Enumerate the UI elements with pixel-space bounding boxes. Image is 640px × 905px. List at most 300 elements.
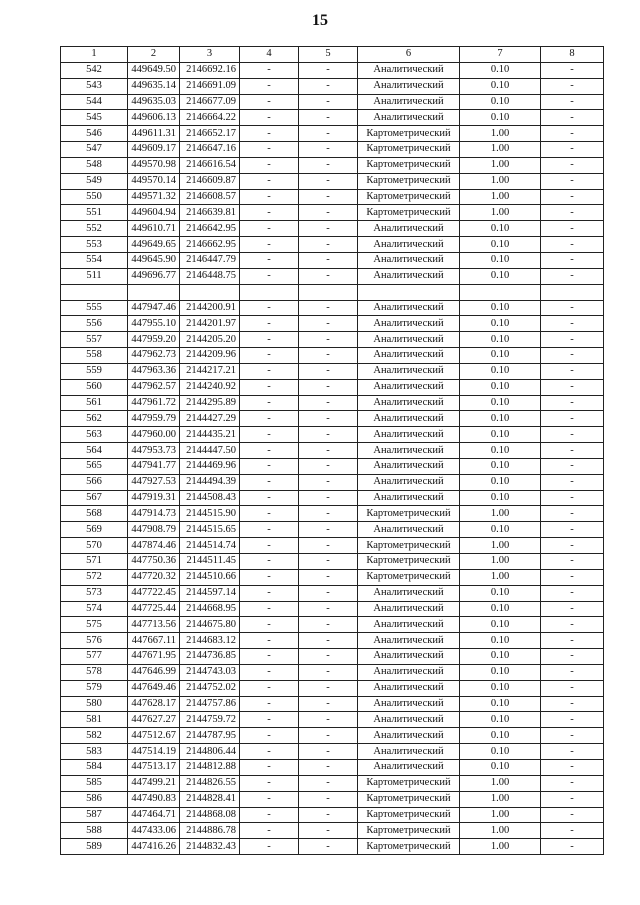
table-cell: Аналитический bbox=[358, 427, 460, 443]
table-cell: - bbox=[240, 110, 299, 126]
table-cell: 2144683.12 bbox=[180, 633, 240, 649]
table-cell: Аналитический bbox=[358, 300, 460, 316]
table-cell: Аналитический bbox=[358, 664, 460, 680]
table-cell: 0.10 bbox=[460, 759, 541, 775]
table-cell: - bbox=[541, 300, 604, 316]
table-cell: - bbox=[240, 649, 299, 665]
table-cell: 447962.57 bbox=[128, 379, 180, 395]
table-cell: 2144826.55 bbox=[180, 775, 240, 791]
table-cell: - bbox=[240, 94, 299, 110]
table-cell: 547 bbox=[61, 142, 128, 158]
table-cell: 0.10 bbox=[460, 237, 541, 253]
table-cell: Аналитический bbox=[358, 696, 460, 712]
table-cell: 449610.71 bbox=[128, 221, 180, 237]
table-cell: 449649.65 bbox=[128, 237, 180, 253]
table-row bbox=[61, 775, 604, 791]
table-cell: - bbox=[240, 506, 299, 522]
table-row bbox=[61, 506, 604, 522]
table-row bbox=[61, 348, 604, 364]
table-cell: 447649.46 bbox=[128, 680, 180, 696]
table-cell: - bbox=[541, 78, 604, 94]
table-cell: 0.10 bbox=[460, 316, 541, 332]
table-cell: 0.10 bbox=[460, 458, 541, 474]
table-cell: 0.10 bbox=[460, 300, 541, 316]
table-cell: - bbox=[240, 62, 299, 78]
table-cell: - bbox=[299, 142, 358, 158]
table-cell: 0.10 bbox=[460, 522, 541, 538]
table-cell: - bbox=[299, 728, 358, 744]
table-cell: 0.10 bbox=[460, 268, 541, 284]
table-cell: - bbox=[299, 490, 358, 506]
table-cell: 0.10 bbox=[460, 395, 541, 411]
table-row bbox=[61, 173, 604, 189]
table-cell: - bbox=[240, 237, 299, 253]
table-cell: 0.10 bbox=[460, 664, 541, 680]
table-cell: 447962.73 bbox=[128, 348, 180, 364]
table-cell: 447720.32 bbox=[128, 569, 180, 585]
header-row bbox=[61, 47, 604, 63]
table-cell: 447874.46 bbox=[128, 538, 180, 554]
table-cell: 2144757.86 bbox=[180, 696, 240, 712]
table-cell: 447725.44 bbox=[128, 601, 180, 617]
table-cell: 557 bbox=[61, 332, 128, 348]
table-cell: 1.00 bbox=[460, 189, 541, 205]
table-cell: Аналитический bbox=[358, 252, 460, 268]
table-cell: Аналитический bbox=[358, 522, 460, 538]
table-cell: Картометрический bbox=[358, 157, 460, 173]
table-cell: 2144514.74 bbox=[180, 538, 240, 554]
table-row bbox=[61, 300, 604, 316]
table-cell: - bbox=[541, 332, 604, 348]
table-cell: - bbox=[541, 807, 604, 823]
table-cell: 580 bbox=[61, 696, 128, 712]
table-cell: - bbox=[541, 712, 604, 728]
table-cell bbox=[460, 284, 541, 300]
table-cell: - bbox=[240, 490, 299, 506]
table-cell: - bbox=[541, 538, 604, 554]
table-row bbox=[61, 712, 604, 728]
table-cell: 2144736.85 bbox=[180, 649, 240, 665]
table-cell: Аналитический bbox=[358, 443, 460, 459]
table-cell: - bbox=[299, 348, 358, 364]
table-cell: 2144217.21 bbox=[180, 363, 240, 379]
table-cell: - bbox=[299, 474, 358, 490]
table-row bbox=[61, 157, 604, 173]
table-cell: 565 bbox=[61, 458, 128, 474]
table-cell: 579 bbox=[61, 680, 128, 696]
table-cell: Аналитический bbox=[358, 237, 460, 253]
table-row bbox=[61, 189, 604, 205]
table-row bbox=[61, 569, 604, 585]
table-cell: Аналитический bbox=[358, 94, 460, 110]
table-cell: 447514.19 bbox=[128, 744, 180, 760]
table-cell: 447947.46 bbox=[128, 300, 180, 316]
table-row bbox=[61, 126, 604, 142]
table-cell: - bbox=[240, 173, 299, 189]
table-cell: - bbox=[240, 585, 299, 601]
table-body bbox=[61, 62, 604, 854]
table-cell: 2146647.16 bbox=[180, 142, 240, 158]
table-cell: 563 bbox=[61, 427, 128, 443]
table-cell: 2144205.20 bbox=[180, 332, 240, 348]
table-cell: - bbox=[541, 142, 604, 158]
table-cell: - bbox=[299, 379, 358, 395]
table-cell: 2146677.09 bbox=[180, 94, 240, 110]
table-row bbox=[61, 221, 604, 237]
table-cell: 548 bbox=[61, 157, 128, 173]
table-cell: 572 bbox=[61, 569, 128, 585]
table-cell: - bbox=[299, 538, 358, 554]
table-cell: - bbox=[541, 522, 604, 538]
table-cell: 0.10 bbox=[460, 110, 541, 126]
table-row bbox=[61, 379, 604, 395]
table-cell: 2144469.96 bbox=[180, 458, 240, 474]
table-cell: 554 bbox=[61, 252, 128, 268]
table-cell: Картометрический bbox=[358, 142, 460, 158]
table-cell: 2144515.65 bbox=[180, 522, 240, 538]
table-cell: - bbox=[299, 427, 358, 443]
table-cell: 2144510.66 bbox=[180, 569, 240, 585]
table-cell: 577 bbox=[61, 649, 128, 665]
table-cell: 2144787.95 bbox=[180, 728, 240, 744]
column-header: 8 bbox=[541, 47, 604, 63]
table-cell: - bbox=[240, 458, 299, 474]
table-cell: 447914.73 bbox=[128, 506, 180, 522]
column-header: 7 bbox=[460, 47, 541, 63]
table-cell: - bbox=[240, 300, 299, 316]
table-row bbox=[61, 617, 604, 633]
table-cell: - bbox=[240, 744, 299, 760]
table-cell: Аналитический bbox=[358, 617, 460, 633]
table-cell: Аналитический bbox=[358, 348, 460, 364]
table-cell: 1.00 bbox=[460, 791, 541, 807]
table-cell: - bbox=[541, 649, 604, 665]
table-row bbox=[61, 728, 604, 744]
table-row bbox=[61, 522, 604, 538]
table-row bbox=[61, 601, 604, 617]
table-cell: Аналитический bbox=[358, 221, 460, 237]
table-cell: 556 bbox=[61, 316, 128, 332]
table-cell: 2144828.41 bbox=[180, 791, 240, 807]
table-cell: 447959.79 bbox=[128, 411, 180, 427]
table-cell: 0.10 bbox=[460, 348, 541, 364]
table-row bbox=[61, 791, 604, 807]
table-cell: 2146447.79 bbox=[180, 252, 240, 268]
table-cell: - bbox=[541, 744, 604, 760]
table-cell: 0.10 bbox=[460, 379, 541, 395]
table-cell: 0.10 bbox=[460, 696, 541, 712]
table-cell: 1.00 bbox=[460, 775, 541, 791]
table-cell: - bbox=[299, 268, 358, 284]
table-cell: 447433.06 bbox=[128, 823, 180, 839]
table-cell: - bbox=[541, 791, 604, 807]
table-cell: - bbox=[541, 94, 604, 110]
table-cell: 1.00 bbox=[460, 807, 541, 823]
table-cell: - bbox=[541, 126, 604, 142]
table-cell: 568 bbox=[61, 506, 128, 522]
table-cell: Аналитический bbox=[358, 411, 460, 427]
table-cell: 447722.45 bbox=[128, 585, 180, 601]
table-cell: - bbox=[299, 823, 358, 839]
table-cell: 2144597.14 bbox=[180, 585, 240, 601]
table-cell: - bbox=[541, 110, 604, 126]
page-number: 15 bbox=[312, 12, 328, 29]
table-cell: 581 bbox=[61, 712, 128, 728]
table-cell: - bbox=[299, 775, 358, 791]
table-cell: - bbox=[299, 173, 358, 189]
table-cell: Аналитический bbox=[358, 680, 460, 696]
table-cell: - bbox=[541, 237, 604, 253]
table-cell: - bbox=[299, 585, 358, 601]
table-row bbox=[61, 554, 604, 570]
table-cell: Аналитический bbox=[358, 62, 460, 78]
table-cell: 1.00 bbox=[460, 142, 541, 158]
table-cell: - bbox=[240, 126, 299, 142]
table-cell: - bbox=[541, 569, 604, 585]
table-cell: 2144812.88 bbox=[180, 759, 240, 775]
table-row bbox=[61, 490, 604, 506]
table-cell: 2146642.95 bbox=[180, 221, 240, 237]
table-cell: 1.00 bbox=[460, 126, 541, 142]
table-cell: 449635.03 bbox=[128, 94, 180, 110]
table-cell: Аналитический bbox=[358, 110, 460, 126]
table-cell: - bbox=[299, 664, 358, 680]
table-cell: 2146639.81 bbox=[180, 205, 240, 221]
table-row bbox=[61, 474, 604, 490]
table-cell: 0.10 bbox=[460, 680, 541, 696]
table-cell: - bbox=[299, 649, 358, 665]
table-row bbox=[61, 332, 604, 348]
table-cell: Картометрический bbox=[358, 173, 460, 189]
table-cell: - bbox=[541, 839, 604, 855]
table-cell: Картометрический bbox=[358, 538, 460, 554]
table-row bbox=[61, 78, 604, 94]
table-cell: - bbox=[240, 617, 299, 633]
table-cell: - bbox=[240, 221, 299, 237]
table-cell: - bbox=[240, 839, 299, 855]
table-cell: 0.10 bbox=[460, 744, 541, 760]
table-cell: - bbox=[541, 411, 604, 427]
table-cell: - bbox=[541, 316, 604, 332]
table-cell: - bbox=[541, 205, 604, 221]
table-cell: Аналитический bbox=[358, 712, 460, 728]
table-cell: 1.00 bbox=[460, 205, 541, 221]
table-row bbox=[61, 649, 604, 665]
table-cell: 2144295.89 bbox=[180, 395, 240, 411]
table-cell: - bbox=[541, 617, 604, 633]
table-cell: - bbox=[299, 157, 358, 173]
table-cell: 575 bbox=[61, 617, 128, 633]
table-cell: - bbox=[240, 332, 299, 348]
table-cell: 567 bbox=[61, 490, 128, 506]
table-cell: - bbox=[541, 62, 604, 78]
table-cell: Аналитический bbox=[358, 585, 460, 601]
table-cell: - bbox=[541, 458, 604, 474]
table-cell: - bbox=[240, 696, 299, 712]
table-cell: 447961.72 bbox=[128, 395, 180, 411]
table-cell: 1.00 bbox=[460, 569, 541, 585]
table-row bbox=[61, 363, 604, 379]
table-cell bbox=[358, 284, 460, 300]
table-row bbox=[61, 839, 604, 855]
table-cell: - bbox=[240, 664, 299, 680]
table-cell: 544 bbox=[61, 94, 128, 110]
table-cell: - bbox=[541, 823, 604, 839]
table-cell: 553 bbox=[61, 237, 128, 253]
table-cell: 0.10 bbox=[460, 62, 541, 78]
table-cell: - bbox=[240, 411, 299, 427]
table-cell: - bbox=[240, 395, 299, 411]
table-cell: 0.10 bbox=[460, 601, 541, 617]
table-row bbox=[61, 664, 604, 680]
table-cell: - bbox=[299, 110, 358, 126]
table-cell: 587 bbox=[61, 807, 128, 823]
table-cell: - bbox=[299, 189, 358, 205]
table-cell: - bbox=[240, 791, 299, 807]
table-cell: 449570.98 bbox=[128, 157, 180, 173]
table-cell: - bbox=[541, 775, 604, 791]
table-cell: - bbox=[299, 712, 358, 728]
table-cell: 546 bbox=[61, 126, 128, 142]
table-cell: 2144668.95 bbox=[180, 601, 240, 617]
table-cell: 1.00 bbox=[460, 506, 541, 522]
table-cell: 0.10 bbox=[460, 617, 541, 633]
table-cell: - bbox=[240, 601, 299, 617]
column-header: 3 bbox=[180, 47, 240, 63]
table-row bbox=[61, 411, 604, 427]
table-header bbox=[61, 47, 604, 63]
table-cell: - bbox=[299, 744, 358, 760]
table-cell: 2146448.75 bbox=[180, 268, 240, 284]
table-cell: 447750.36 bbox=[128, 554, 180, 570]
table-cell: - bbox=[240, 427, 299, 443]
table-cell: - bbox=[299, 554, 358, 570]
table-cell: 551 bbox=[61, 205, 128, 221]
table-cell: 2144752.02 bbox=[180, 680, 240, 696]
table-row bbox=[61, 110, 604, 126]
table-cell: - bbox=[541, 363, 604, 379]
table-cell: 1.00 bbox=[460, 538, 541, 554]
table-cell: Картометрический bbox=[358, 569, 460, 585]
table-cell: - bbox=[541, 585, 604, 601]
table-cell: - bbox=[299, 696, 358, 712]
table-cell: - bbox=[299, 601, 358, 617]
table-cell: - bbox=[240, 633, 299, 649]
table-cell: 2144240.92 bbox=[180, 379, 240, 395]
table-row bbox=[61, 680, 604, 696]
table-cell: - bbox=[240, 363, 299, 379]
table-cell: 2146692.16 bbox=[180, 62, 240, 78]
table-cell: 447627.27 bbox=[128, 712, 180, 728]
table-cell: - bbox=[299, 252, 358, 268]
table-cell: 449649.50 bbox=[128, 62, 180, 78]
table-cell: 449606.13 bbox=[128, 110, 180, 126]
table-cell: - bbox=[240, 379, 299, 395]
table-cell: - bbox=[299, 237, 358, 253]
table-cell: 449609.17 bbox=[128, 142, 180, 158]
table-cell: 447960.00 bbox=[128, 427, 180, 443]
table-cell: 2144427.29 bbox=[180, 411, 240, 427]
table-cell: - bbox=[299, 506, 358, 522]
table-cell: 2146609.87 bbox=[180, 173, 240, 189]
table-cell: Картометрический bbox=[358, 807, 460, 823]
table-row bbox=[61, 538, 604, 554]
column-header: 5 bbox=[299, 47, 358, 63]
table-cell: 447512.67 bbox=[128, 728, 180, 744]
table-row bbox=[61, 62, 604, 78]
table-cell: 2144209.96 bbox=[180, 348, 240, 364]
table-cell: - bbox=[299, 411, 358, 427]
table-cell: - bbox=[541, 157, 604, 173]
table-cell: 583 bbox=[61, 744, 128, 760]
table-cell: - bbox=[240, 823, 299, 839]
table-cell: 449604.94 bbox=[128, 205, 180, 221]
table-row bbox=[61, 443, 604, 459]
table-cell: - bbox=[299, 94, 358, 110]
table-cell bbox=[541, 284, 604, 300]
table-cell: - bbox=[541, 173, 604, 189]
table-cell: - bbox=[240, 142, 299, 158]
table-cell: 2144435.21 bbox=[180, 427, 240, 443]
table-cell: - bbox=[541, 728, 604, 744]
table-cell: - bbox=[299, 78, 358, 94]
table-row bbox=[61, 823, 604, 839]
table-cell: - bbox=[541, 268, 604, 284]
table-cell: 447667.11 bbox=[128, 633, 180, 649]
column-header: 4 bbox=[240, 47, 299, 63]
table-cell: - bbox=[240, 474, 299, 490]
table-cell: 2146664.22 bbox=[180, 110, 240, 126]
table-cell: Аналитический bbox=[358, 601, 460, 617]
table-cell: 2144675.80 bbox=[180, 617, 240, 633]
table-cell: 0.10 bbox=[460, 728, 541, 744]
table-cell: 560 bbox=[61, 379, 128, 395]
table-row bbox=[61, 696, 604, 712]
table-cell: 2144806.44 bbox=[180, 744, 240, 760]
table-row bbox=[61, 759, 604, 775]
table-cell: Аналитический bbox=[358, 316, 460, 332]
table-cell: - bbox=[299, 522, 358, 538]
table-cell: Аналитический bbox=[358, 395, 460, 411]
table-cell: 0.10 bbox=[460, 221, 541, 237]
table-cell bbox=[180, 284, 240, 300]
table-cell: - bbox=[240, 569, 299, 585]
table-cell: - bbox=[299, 839, 358, 855]
table-cell: Аналитический bbox=[358, 78, 460, 94]
table-cell: 447628.17 bbox=[128, 696, 180, 712]
table-cell: 2146662.95 bbox=[180, 237, 240, 253]
table-cell: - bbox=[240, 728, 299, 744]
table-cell: Картометрический bbox=[358, 839, 460, 855]
table-cell: - bbox=[541, 443, 604, 459]
table-cell: 449696.77 bbox=[128, 268, 180, 284]
table-cell: 561 bbox=[61, 395, 128, 411]
table-cell: 542 bbox=[61, 62, 128, 78]
table-cell bbox=[61, 284, 128, 300]
table-cell: 543 bbox=[61, 78, 128, 94]
table-cell: 552 bbox=[61, 221, 128, 237]
table-cell: 2144201.97 bbox=[180, 316, 240, 332]
table-cell: 584 bbox=[61, 759, 128, 775]
table-cell: - bbox=[240, 157, 299, 173]
table-cell: 0.10 bbox=[460, 649, 541, 665]
table-cell: - bbox=[299, 126, 358, 142]
table-cell: - bbox=[299, 569, 358, 585]
table-cell: 558 bbox=[61, 348, 128, 364]
table-cell: - bbox=[541, 490, 604, 506]
table-cell: - bbox=[299, 363, 358, 379]
table-cell: Аналитический bbox=[358, 379, 460, 395]
